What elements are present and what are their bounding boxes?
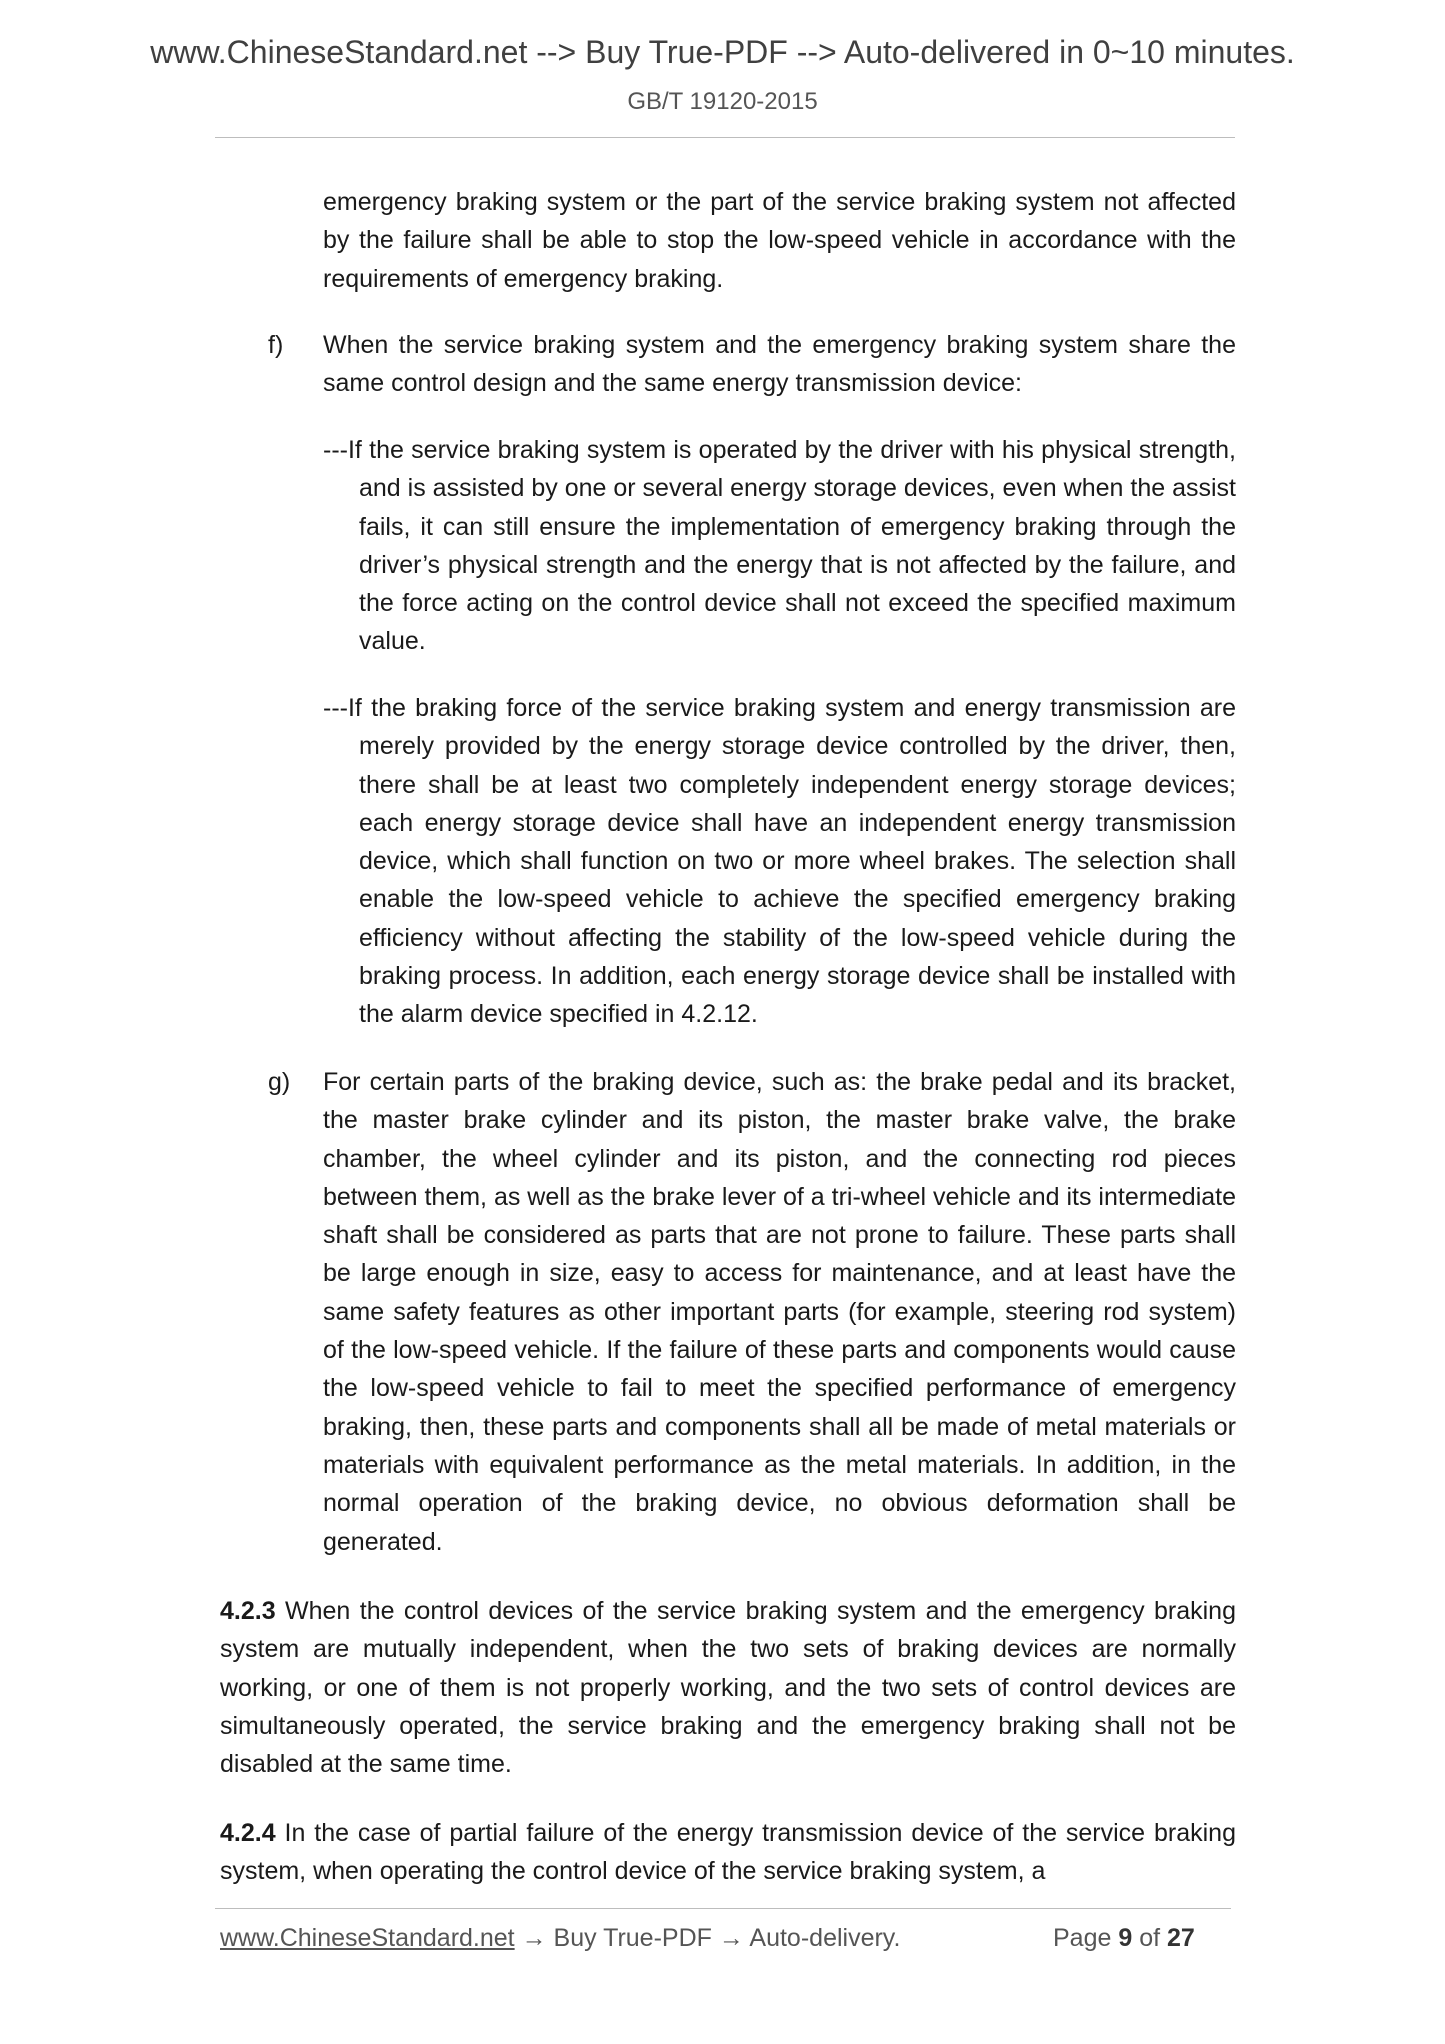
footer-left	[220, 1924, 900, 1953]
page-current: 9	[1118, 1924, 1133, 1952]
footer-website-link[interactable]: www.ChineseStandard.net	[220, 1924, 515, 1952]
clause-4-2-3	[220, 1592, 1236, 1783]
clause-4-2-3-text: When the control devices of the service braking system and the emergency braking system are mutually independent, when the two sets of braking devices are normally working, or one of them is not properly working, and the two sets of control devices are simultaneously operated, the service braking and the emergency braking shall not be disabled at the same time.	[220, 1597, 1236, 1779]
footer-delivery-text: → Buy True-PDF → Auto-delivery.	[521, 1924, 901, 1952]
footer-divider	[215, 1908, 1231, 1909]
standard-number: GB/T 19120-2015	[627, 88, 818, 115]
page-indicator	[1053, 1924, 1195, 1953]
clause-4-2-4	[220, 1814, 1236, 1891]
page-of: of	[1139, 1924, 1161, 1952]
item-f-dash-1: ---If the service braking system is operated by the driver with his physical strength, and is assisted by one or several energy storage devices, even when the assist fails, it can still ensure the implementation of emergency braking through the driver’s physical strength and the energy that is not affected by the failure, and the force acting on the control device shall not exceed the specified maximum value.	[323, 436, 1236, 656]
header-divider	[215, 137, 1235, 138]
page-word: Page	[1053, 1924, 1112, 1952]
clause-4-2-4-text: In the case of partial failure of the energy transmission device of the service braking system, when operating the control device of the service braking system, a	[220, 1819, 1236, 1886]
header-banner: www.ChineseStandard.net --> Buy True-PDF --> Auto-delivered in 0~10 minutes.	[150, 34, 1295, 70]
continuation-paragraph: emergency braking system or the part of the service braking system not affected by the failure shall be able to stop the low-speed vehicle in accordance with the requirements of emergency braking.	[323, 188, 1236, 293]
item-g-label: g)	[268, 1068, 291, 1096]
item-f-dash-2: ---If the braking force of the service braking system and energy transmission are merely provided by the energy storage device controlled by the driver, then, there shall be at least two completely independent energy storage devices; each energy storage device shall have an independent energy transmission device, which shall function on two or more wheel brakes. The selection shall enable the low-speed vehicle to achieve the specified emergency braking efficiency without affecting the stability of the low-speed vehicle during the braking process. In addition, each energy storage device shall be installed with the alarm device specified in 4.2.12.	[323, 694, 1236, 1029]
clause-4-2-3-number: 4.2.3	[220, 1597, 276, 1625]
item-g-text: For certain parts of the braking device, such as: the brake pedal and its bracket, the master brake cylinder and its piston, the master brake valve, the brake chamber, the wheel cylinder and its piston, and the connecting rod pieces between them, as well as the brake lever of a tri-wheel vehicle and its intermediate shaft shall be considered as parts that are not prone to failure. These parts shall be large enough in size, easy to access for maintenance, and at least have the same safety features as other important parts (for example, steering rod system) of the low-speed vehicle. If the failure of these parts and components would cause the low-speed vehicle to fail to meet the specified performance of emergency braking, then, these parts and components shall all be made of metal materials or materials with equivalent performance as the metal materials. In addition, in the normal operation of the braking device, no obvious deformation shall be generated.	[323, 1068, 1236, 1556]
clause-4-2-4-number: 4.2.4	[220, 1819, 276, 1847]
item-f-text: When the service braking system and the emergency braking system share the same control design and the same energy transmission device:	[323, 331, 1236, 398]
item-f-label: f)	[268, 331, 284, 359]
page-total: 27	[1167, 1924, 1195, 1952]
